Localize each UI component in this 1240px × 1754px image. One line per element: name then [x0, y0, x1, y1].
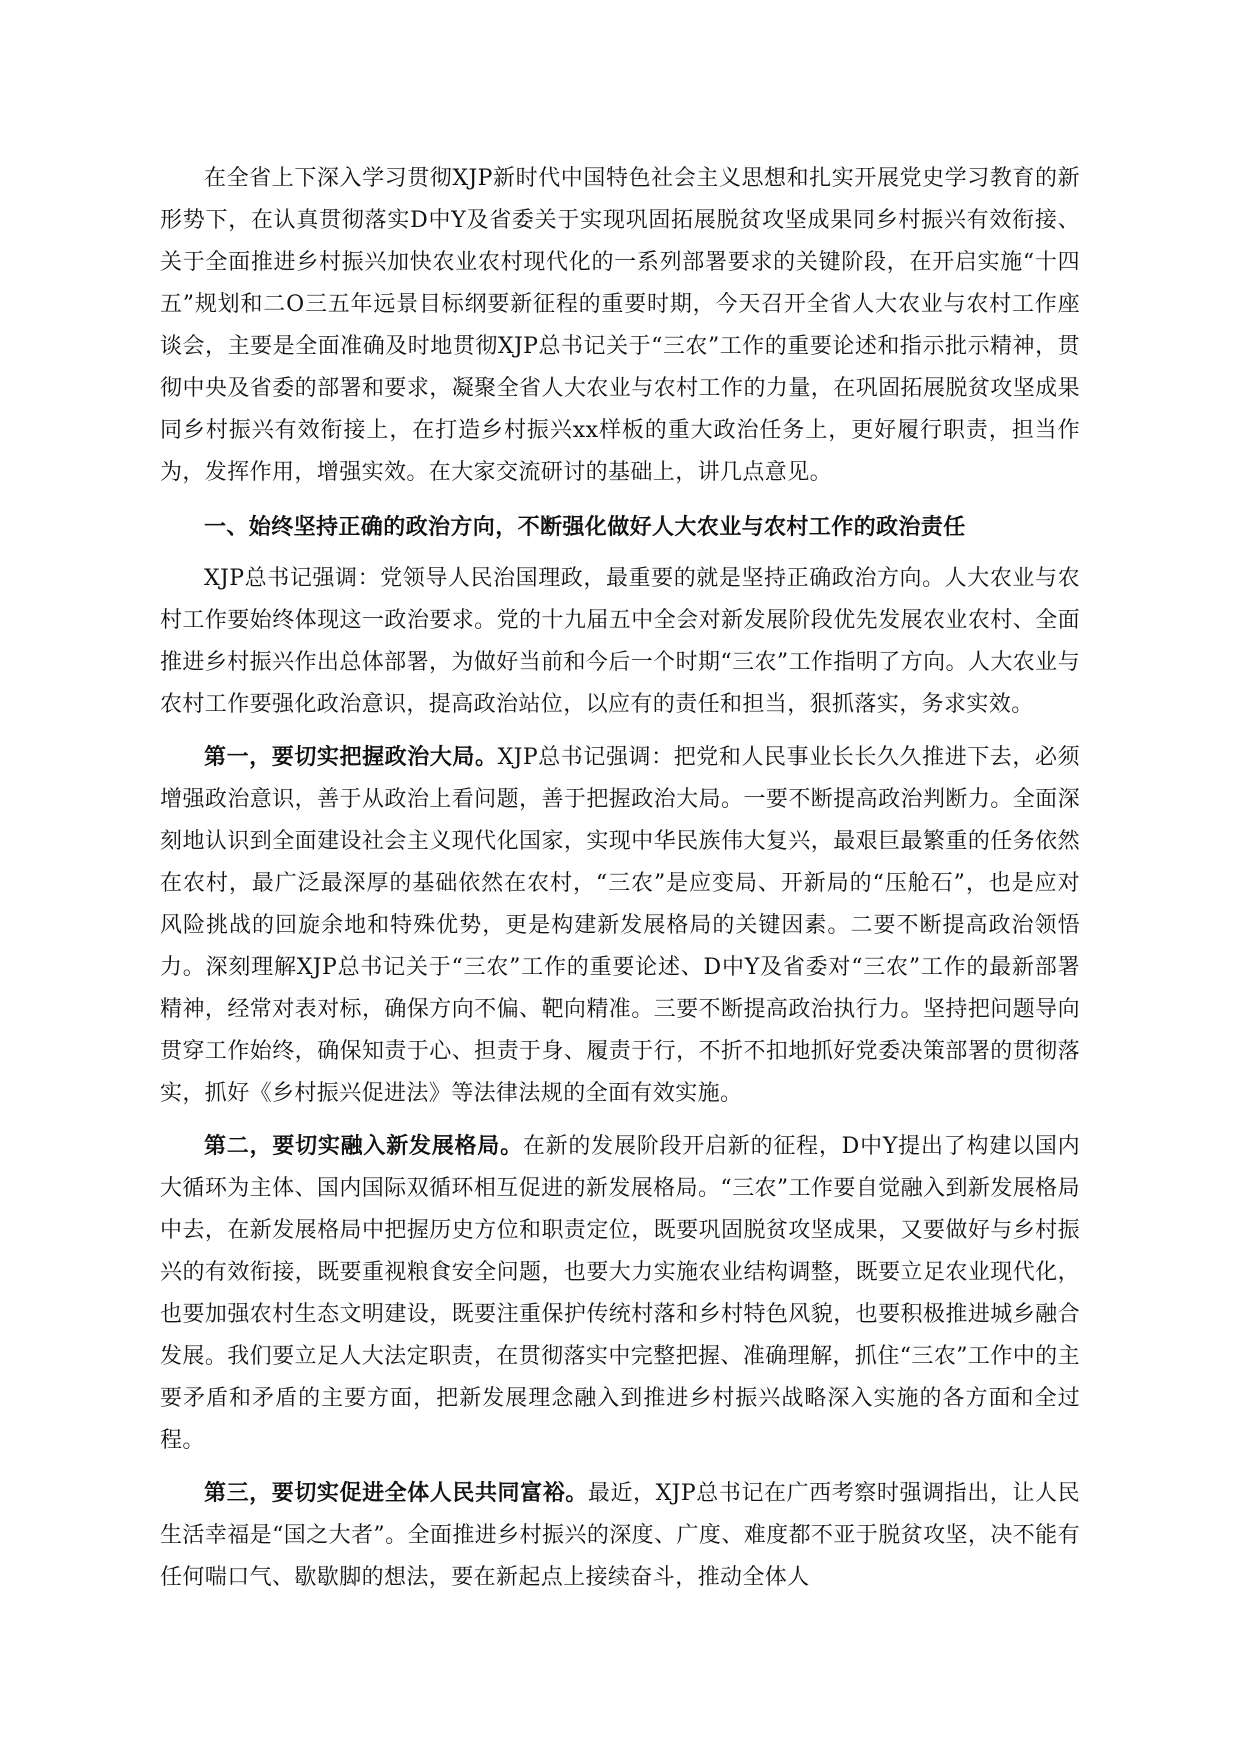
point-1-lead: 第一，要切实把握政治大局。 — [204, 744, 498, 770]
point-2-paragraph — [160, 1125, 1080, 1462]
section-1-paragraph: XJP总书记强调：党领导人民治国理政，最重要的就是坚持正确政治方向。人大农业与农村工作要始终体现这一政治要求。党的十九届五中全会对新发展阶段优先发展农业农村、全面推进乡村振兴作出总体部署，为做好当前和今后一个时期“三农”工作指明了方向。人大农业与农村工作要强化政治意识，提高政治站位，以应有的责任和担当，狠抓落实，务求实效。 — [160, 566, 1080, 717]
point-1-paragraph — [160, 736, 1080, 1115]
point-3-lead: 第三，要切实促进全体人民共同富裕。 — [204, 1480, 588, 1506]
point-1-body: XJP总书记强调：把党和人民事业长长久久推进下去，必须增强政治意识，善于从政治上看问题，善于把握政治大局。一要不断提高政治判断力。全面深刻地认识到全面建设社会主义现代化国家，实现中华民族伟大复兴，最艰巨最繁重的任务依然在农村，最广泛最深厚的基础依然在农村，“三农”是应变局、开新局的“压舱石”，也是应对风险挑战的回旋余地和特殊优势，更是构建新发展格局的关键因素。二要不断提高政治领悟力。深刻理解XJP总书记关于“三农”工作的重要论述、D中Y及省委对“三农”工作的最新部署精神，经常对表对标，确保方向不偏、靶向精准。三要不断提高政治执行力。坚持把问题导向贯穿工作始终，确保知责于心、担责于身、履责于行，不折不扣地抓好党委决策部署的贯彻落实，抓好《乡村振兴促进法》等法律法规的全面有效实施。 — [160, 745, 1080, 1106]
point-2-body: 在新的发展阶段开启新的征程，D中Y提出了构建以国内大循环为主体、国内国际双循环相互促进的新发展格局。“三农”工作要自觉融入到新发展格局中去，在新发展格局中把握历史方位和职责定位，既要巩固脱贫攻坚成果，又要做好与乡村振兴的有效衔接，既要重视粮食安全问题，也要大力实施农业结构调整，既要立足农业现代化，也要加强农村生态文明建设，既要注重保护传统村落和乡村特色风貌，也要积极推进城乡融合发展。我们要立足人大法定职责，在贯彻落实中完整把握、准确理解，抓住“三农”工作中的主要矛盾和矛盾的主要方面，把新发展理念融入到推进乡村振兴战略深入实施的各方面和全过程。 — [160, 1134, 1080, 1453]
point-3-paragraph — [160, 1472, 1080, 1599]
point-2-lead: 第二，要切实融入新发展格局。 — [204, 1133, 523, 1159]
section-heading-1: 一、始终坚持正确的政治方向，不断强化做好人大农业与农村工作的政治责任 — [204, 514, 966, 540]
intro-paragraph: 在全省上下深入学习贯彻XJP新时代中国特色社会主义思想和扎实开展党史学习教育的新形势下，在认真贯彻落实D中Y及省委关于实现巩固拓展脱贫攻坚成果同乡村振兴有效衔接、关于全面推进乡村振兴加快农业农村现代化的一系列部署要求的关键阶段，在开启实施“十四五”规划和二O三五年远景目标纲要新征程的重要时期，今天召开全省人大农业与农村工作座谈会，主要是全面准确及时地贯彻XJP总书记关于“三农”工作的重要论述和指示批示精神，贯彻中央及省委的部署和要求，凝聚全省人大农业与农村工作的力量，在巩固拓展脱贫攻坚成果同乡村振兴有效衔接上，在打造乡村振兴xx样板的重大政治任务上，更好履行职责，担当作为，发挥作用，增强实效。在大家交流研讨的基础上，讲几点意见。 — [160, 166, 1080, 485]
point-3-body: 最近，XJP总书记在广西考察时强调指出，让人民生活幸福是“国之大者”。全面推进乡村振兴的深度、广度、难度都不亚于脱贫攻坚，决不能有任何喘口气、歇歇脚的想法，要在新起点上接续奋斗，推动全体人 — [160, 1481, 1080, 1590]
